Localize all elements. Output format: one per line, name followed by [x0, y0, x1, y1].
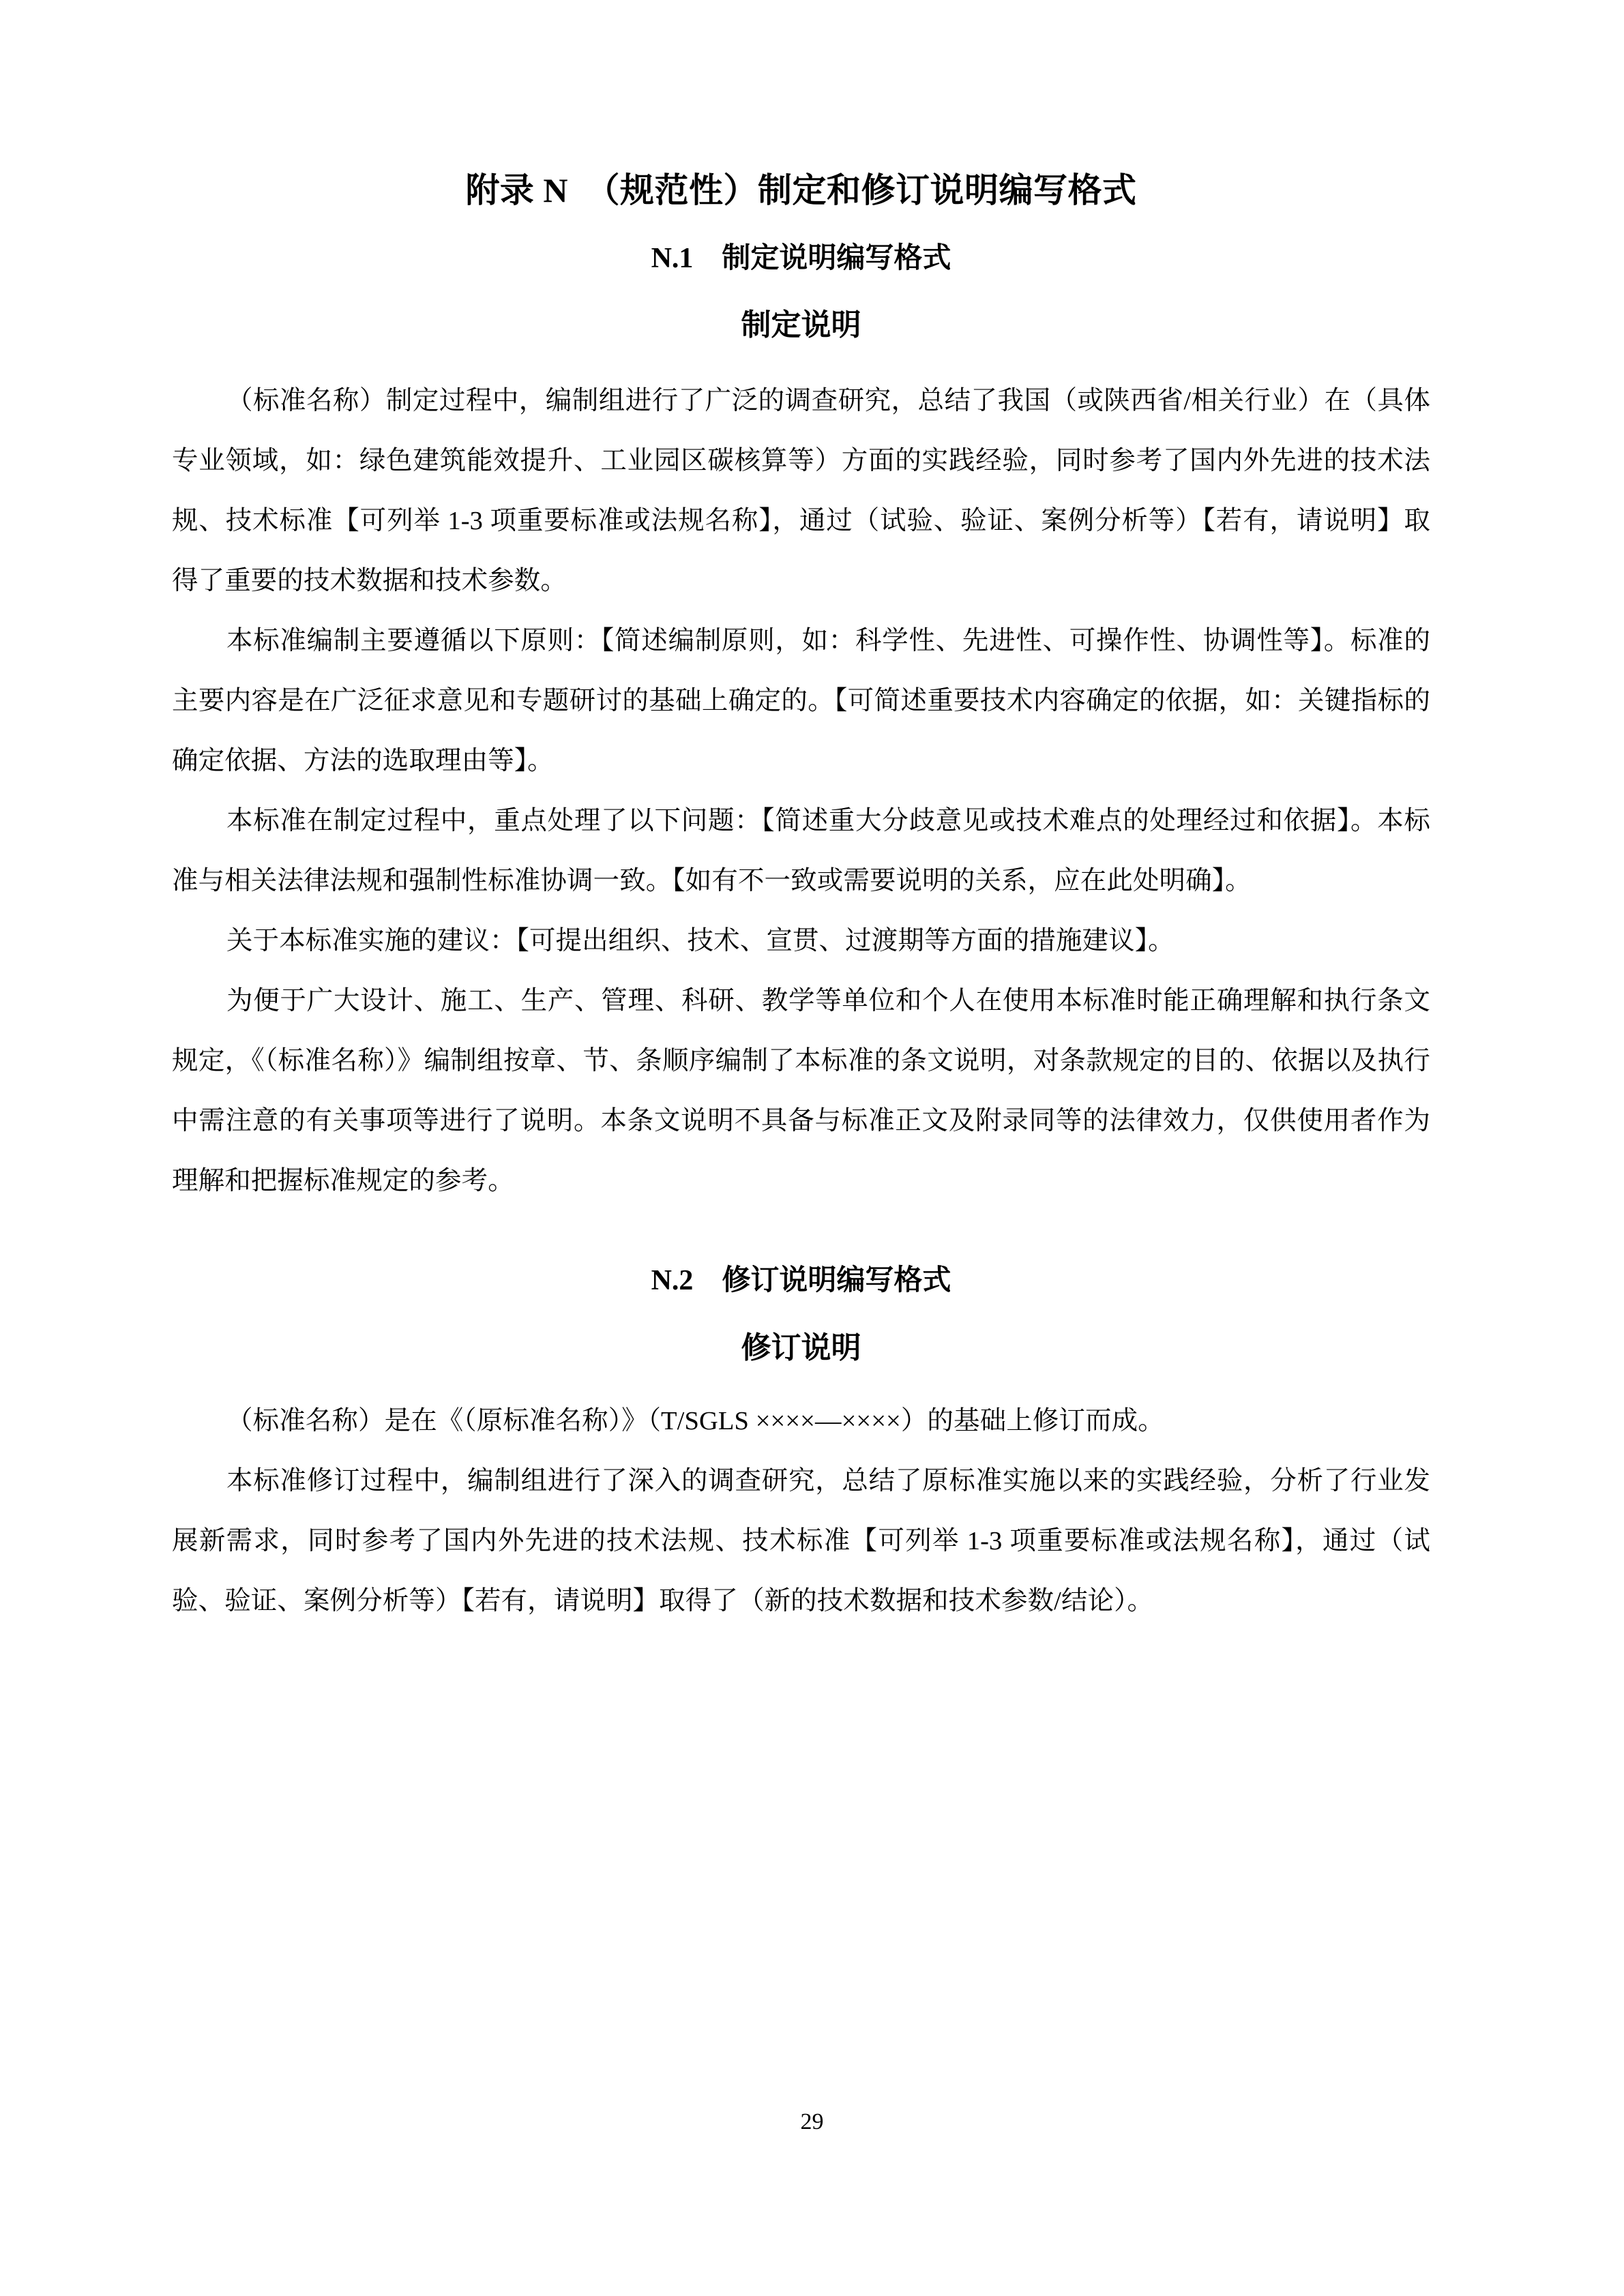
page-number: 29	[800, 2109, 824, 2134]
paragraph: 本标准修订过程中，编制组进行了深入的调查研究，总结了原标准实施以来的实践经验，分析了行业发展新需求，同时参考了国内外先进的技术法规、技术标准【可列举 1-3 项重要标准或法规名称】，通过（试验、验证、案例分析等）【若有，请说明】取得了（新的技术数据和技术参数/结论）。	[172, 1466, 1430, 1615]
doc-heading-zhiding-shuoming: 制定说明	[741, 308, 861, 342]
section-heading-n2: N.2 修订说明编写格式	[651, 1265, 951, 1296]
page-content	[172, 0, 1430, 1631]
paragraph: 关于本标准实施的建议：【可提出组织、技术、宣贯、过渡期等方面的措施建议】。	[226, 927, 1175, 955]
paragraph: 本标准在制定过程中，重点处理了以下问题：【简述重大分歧意见或技术难点的处理经过和依据】。本标准与相关法律法规和强制性标准协调一致。【如有不一致或需要说明的关系，应在此处明确】。	[172, 807, 1430, 895]
paragraph: （标准名称）是在《（原标准名称）》（T/SGLS ××××—××××）的基础上修订而成。	[226, 1406, 1164, 1435]
paragraph: 为便于广大设计、施工、生产、管理、科研、教学等单位和个人在使用本标准时能正确理解和执行条文规定，《（标准名称）》编制组按章、节、条顺序编制了本标准的条文说明，对条款规定的目的、依据以及执行中需注意的有关事项等进行了说明。本条文说明不具备与标准正文及附录同等的法律效力，仅供使用者作为理解和把握标准规定的参考。	[172, 987, 1430, 1195]
section-heading-n1: N.1 制定说明编写格式	[651, 242, 951, 274]
appendix-title: 附录 N （规范性）制定和修订说明编写格式	[465, 171, 1137, 209]
paragraph: 本标准编制主要遵循以下原则：【简述编制原则，如：科学性、先进性、可操作性、协调性等】。标准的主要内容是在广泛征求意见和专题研讨的基础上确定的。【可简述重要技术内容确定的依据，如：关键指标的确定依据、方法的选取理由等】。	[172, 627, 1430, 775]
paragraph: （标准名称）制定过程中，编制组进行了广泛的调查研究，总结了我国（或陕西省/相关行业）在（具体专业领域，如：绿色建筑能效提升、工业园区碳核算等）方面的实践经验，同时参考了国内外先进的技术法规、技术标准【可列举 1-3 项重要标准或法规名称】，通过（试验、验证、案例分析等）【若有，请说明】取得了重要的技术数据和技术参数。	[172, 387, 1430, 595]
doc-heading-xiuding-shuoming: 修订说明	[741, 1330, 861, 1365]
